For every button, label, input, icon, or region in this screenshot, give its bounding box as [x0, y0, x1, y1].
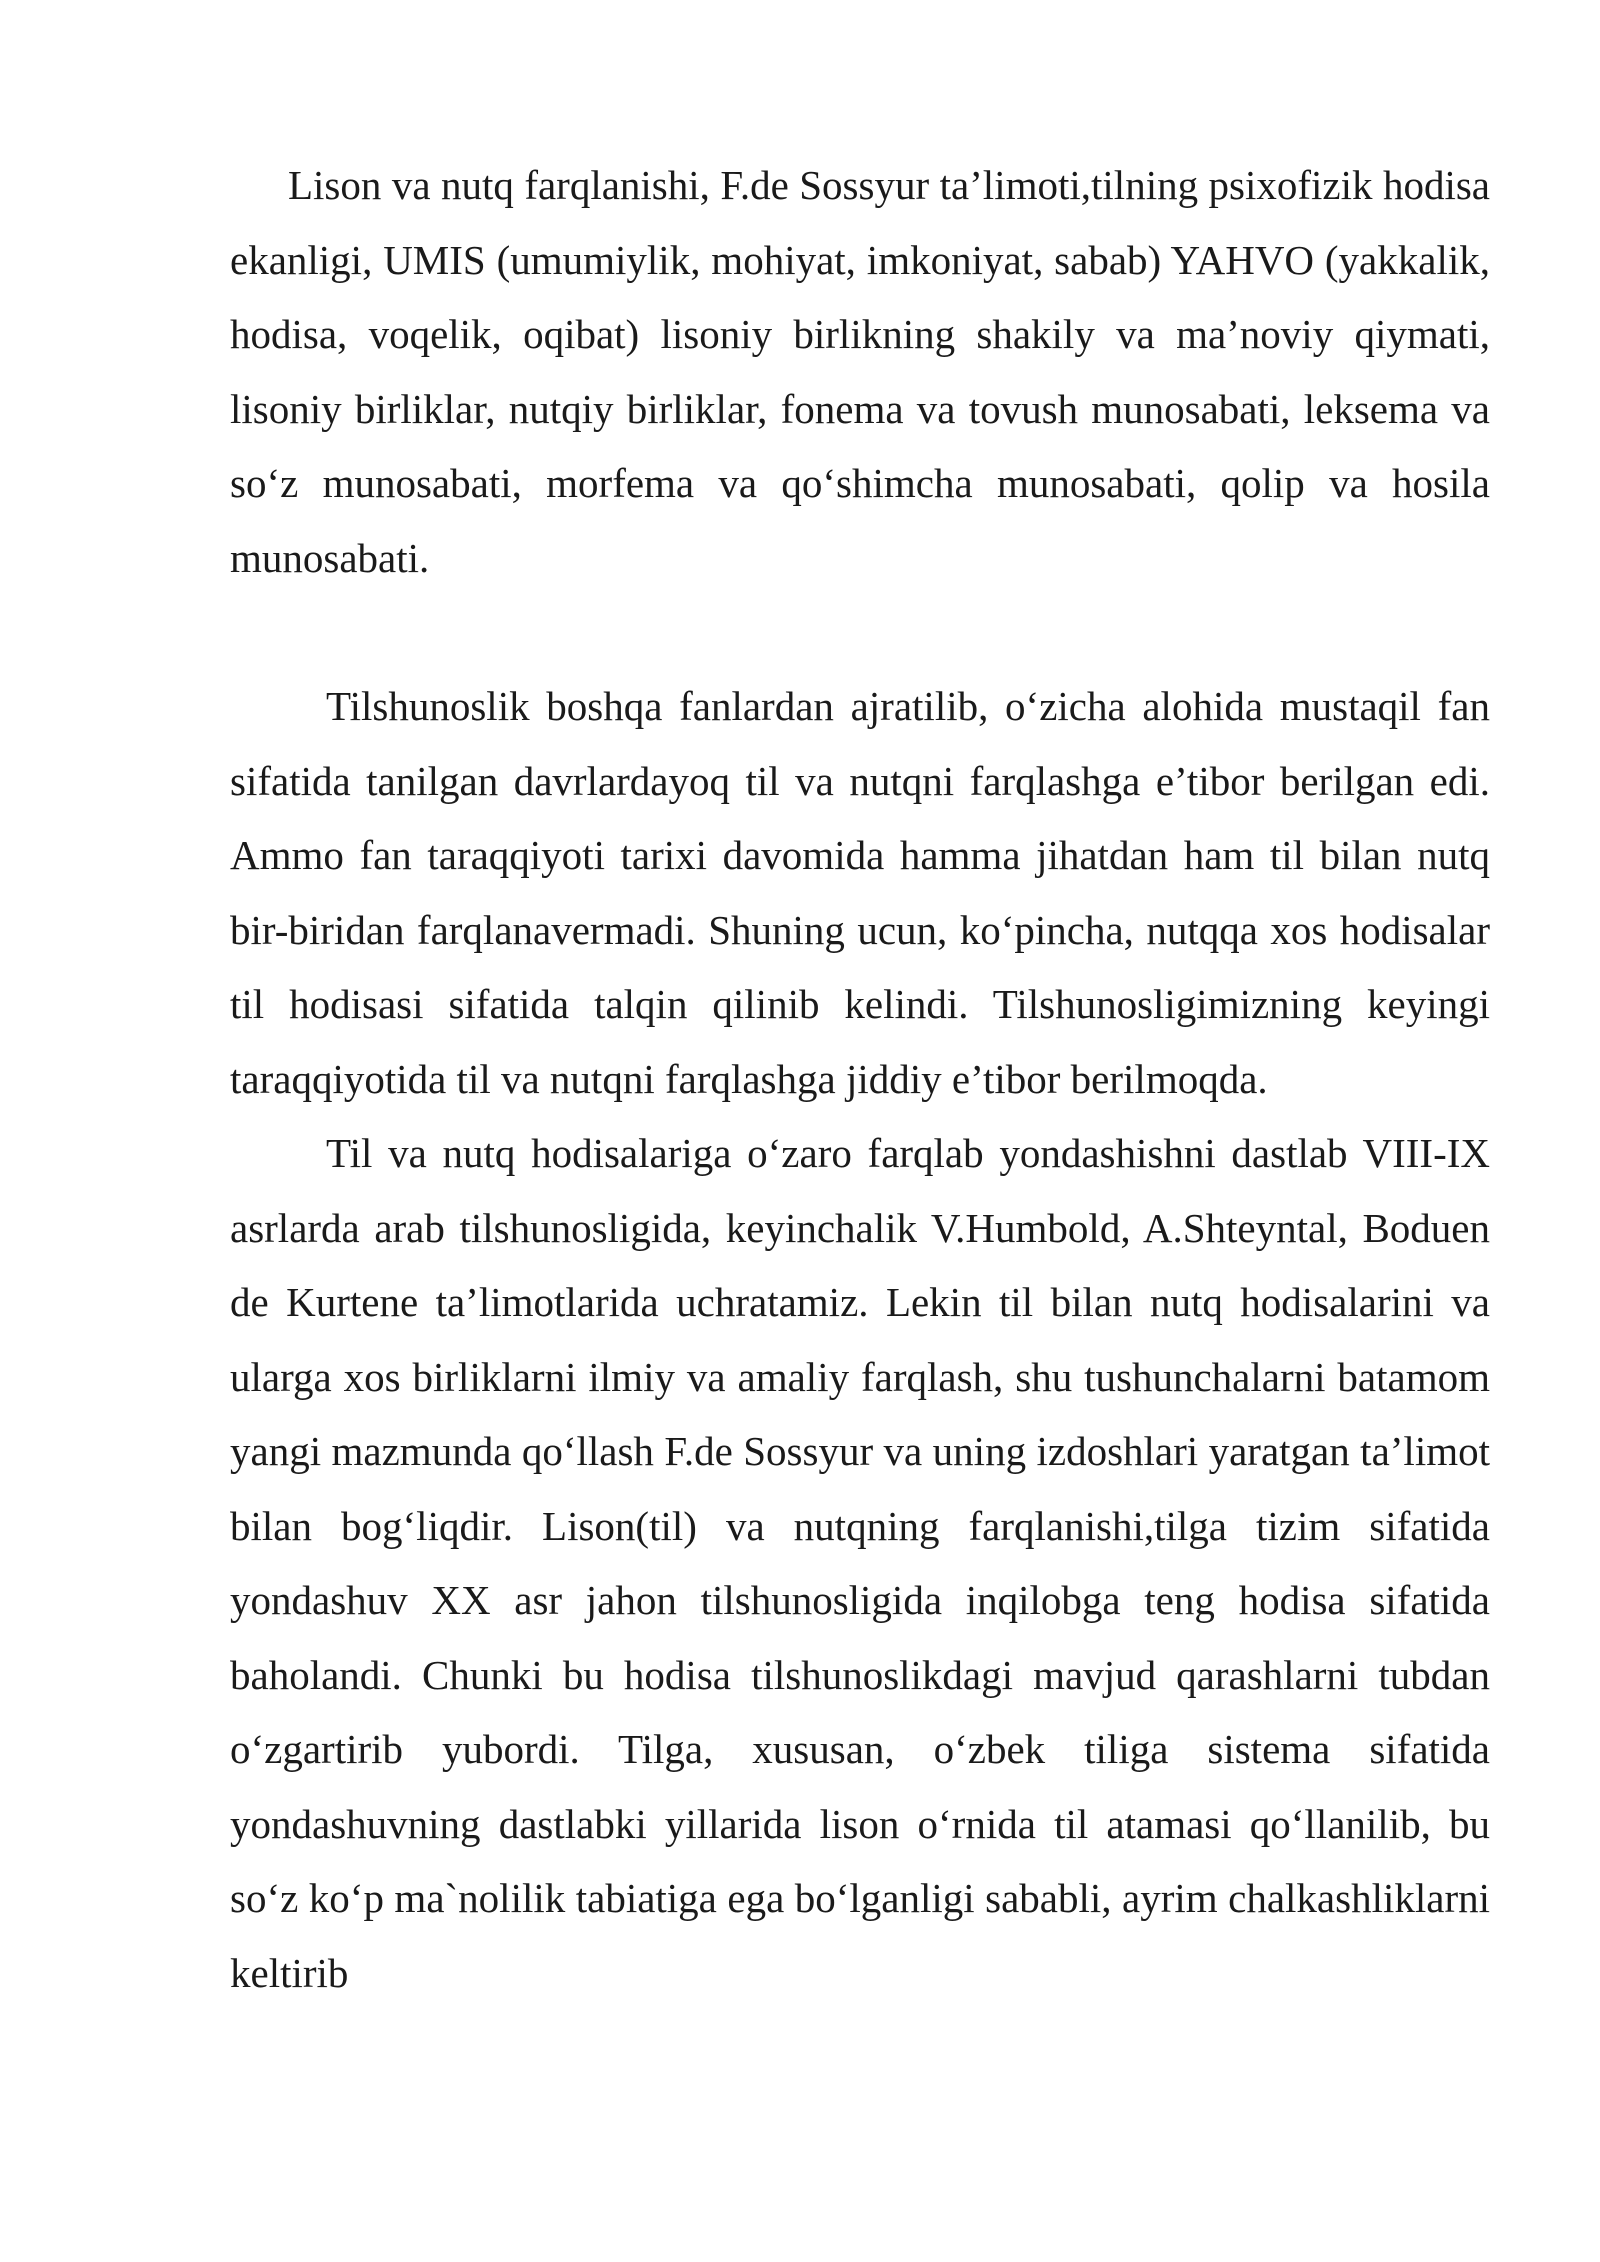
document-body: [230, 148, 1490, 2010]
paragraph-topics: Lison va nutq farqlanishi, F.de Sossyur ta’limoti,tilning psixofizik hodisa ekanligi, UMIS (umumiylik, mohiyat, imkoniyat, sabab) YAHVO (yakkalik, hodisa, voqelik, oqibat) lisoniy birlikning shakily va ma’noviy qiymati, lisoniy birliklar, nutqiy birliklar, fonema va tovush munosabati, leksema va so‘z munosabati, morfema va qo‘shimcha munosabati, qolip va hosila munosabati.: [230, 162, 1490, 581]
paragraph-introduction: Tilshunoslik boshqa fanlardan ajratilib, o‘zicha alohida mustaqil fan sifatida tanilgan davrlardayoq til va nutqni farqlashga e’tibor berilgan edi. Ammo fan taraqqiyoti tarixi davomida hamma jihatdan ham til bilan nutq bir-biridan farqlanavermadi. Shuning ucun, ko‘pincha, nutqqa xos hodisalar til hodisasi sifatida talqin qilinib kelindi. Tilshunosligimizning keyingi taraqqiyotida til va nutqni farqlashga jiddiy e’tibor berilmoqda.: [230, 683, 1490, 1102]
paragraph-history: Til va nutq hodisalariga o‘zaro farqlab yondashishni dastlab VIII-IX asrlarda arab tilshunosligida, keyinchalik V.Humbold, A.Shteyntal, Boduen de Kurtene ta’limotlarida uchratamiz. Lekin til bilan nutq hodisalarini va ularga xos birliklarni ilmiy va amaliy farqlash, shu tushunchalarni batamom yangi mazmunda qo‘llash F.de Sossyur va uning izdoshlari yaratgan ta’limot bilan bog‘liqdir. Lison(til) va nutqning farqlanishi,tilga tizim sifatida yondashuv XX asr jahon tilshunosligida inqilobga teng hodisa sifatida baholandi. Chunki bu hodisa tilshunoslikdagi mavjud qarashlarni tubdan o‘zgartirib yubordi. Tilga, xususan, o‘zbek tiliga sistema sifatida yondashuvning dastlabki yillarida lison o‘rnida til atamasi qo‘llanilib, bu so‘z ko‘p ma`nolilik tabiatiga ega bo‘lganligi sababli, ayrim chalkashliklarni keltirib: [230, 1130, 1490, 1996]
